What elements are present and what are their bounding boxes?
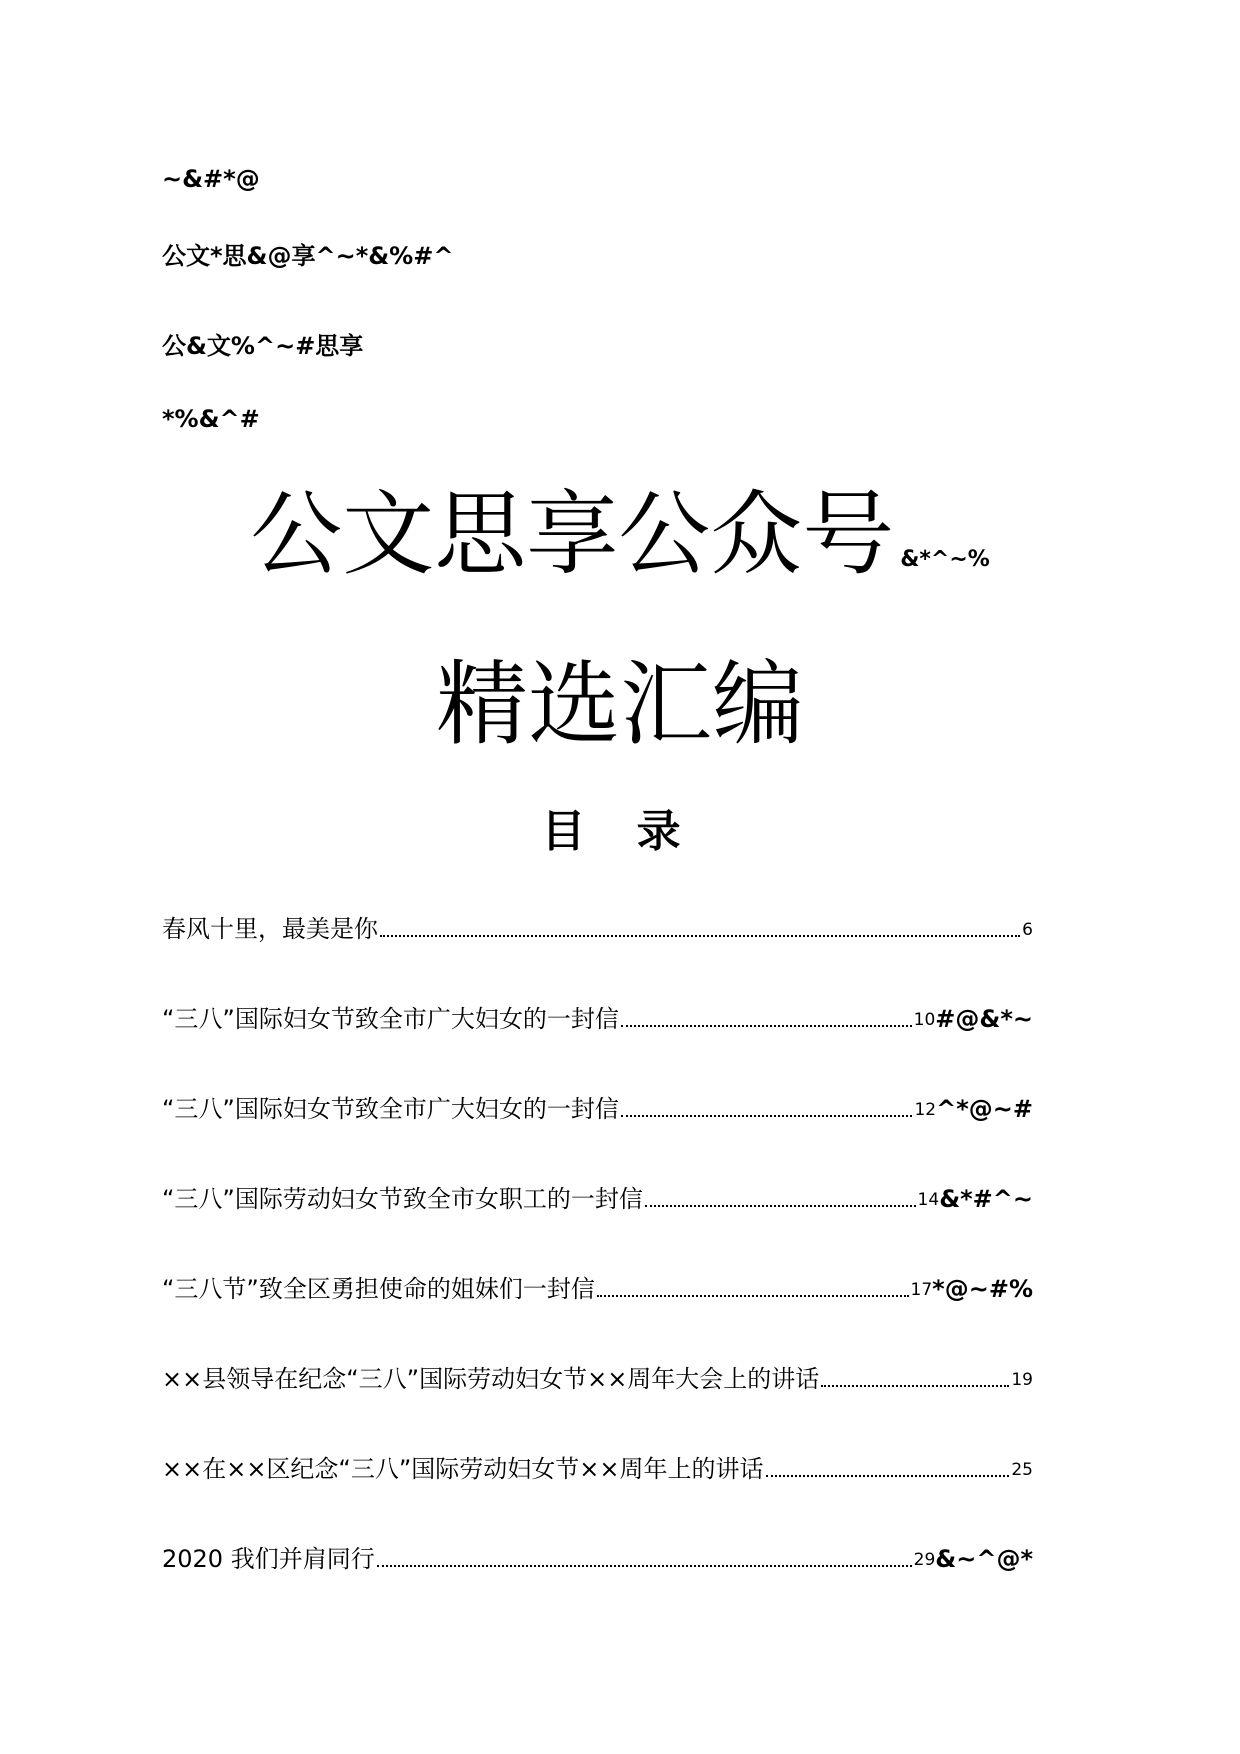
toc-entry-page: 25 bbox=[1011, 1460, 1033, 1480]
toc-entry-title: “三八”国际妇女节致全市广大妇女的一封信 bbox=[162, 1095, 619, 1123]
toc-entry-title: “三八节”致全区勇担使命的姐妹们一封信 bbox=[162, 1275, 595, 1303]
toc-leader-dots bbox=[597, 1295, 909, 1297]
toc-leader-dots bbox=[380, 935, 1020, 937]
main-title bbox=[0, 480, 1240, 590]
toc-entry[interactable] bbox=[162, 1265, 1033, 1305]
toc-entry-page: 10 bbox=[913, 1010, 936, 1030]
toc-entry-mark: &~^@* bbox=[935, 1545, 1033, 1573]
toc-heading: 目 录 bbox=[541, 806, 699, 857]
toc-entry-page: 29 bbox=[913, 1550, 936, 1570]
main-title-suffix: &*^~% bbox=[900, 547, 990, 572]
toc-leader-dots bbox=[621, 1115, 913, 1117]
toc-leader-dots bbox=[766, 1475, 1010, 1477]
toc-entry-title: 2020 我们并肩同行 bbox=[162, 1545, 375, 1573]
toc-entry[interactable] bbox=[162, 1175, 1033, 1215]
toc-entry[interactable] bbox=[162, 1085, 1033, 1125]
toc-entry-title: ××在××区纪念“三八”国际劳动妇女节××周年上的讲话 bbox=[162, 1455, 764, 1483]
header-line-4: *%&^# bbox=[162, 405, 260, 433]
toc-entry-page: 14 bbox=[917, 1190, 940, 1210]
toc-entry-mark: &*#^~ bbox=[939, 1185, 1033, 1213]
toc-entry-page: 12 bbox=[914, 1100, 937, 1120]
header-line-1: ~&#*@ bbox=[162, 165, 260, 193]
toc-leader-dots bbox=[377, 1565, 912, 1567]
toc-leader-dots bbox=[645, 1205, 916, 1207]
toc-leader-dots bbox=[621, 1025, 912, 1027]
toc-entry[interactable] bbox=[162, 905, 1033, 945]
toc-entry-title: “三八”国际妇女节致全市广大妇女的一封信 bbox=[162, 1005, 619, 1033]
header-line-3: 公&文%^~#思享 bbox=[162, 332, 364, 360]
toc-leader-dots bbox=[821, 1385, 1009, 1387]
toc-entry-mark: *@~#% bbox=[932, 1275, 1033, 1303]
main-title-text: 公文思享公众号 bbox=[250, 481, 895, 588]
header-line-2: 公文*思&@享^~*&%#^ bbox=[162, 242, 454, 270]
toc-entry[interactable] bbox=[162, 1445, 1033, 1485]
toc-entry-page: 19 bbox=[1011, 1370, 1033, 1390]
toc-entry-mark: #@&*~ bbox=[935, 1005, 1033, 1033]
toc-entry-page: 17 bbox=[910, 1280, 933, 1300]
toc-entry-mark: ^*@~# bbox=[936, 1095, 1033, 1123]
toc-entry-page: 6 bbox=[1022, 920, 1033, 940]
toc-entry-title: ××县领导在纪念“三八”国际劳动妇女节××周年大会上的讲话 bbox=[162, 1365, 820, 1393]
toc-entry-title: 春风十里，最美是你 bbox=[162, 915, 378, 943]
toc-entry[interactable] bbox=[162, 1535, 1033, 1575]
subtitle: 精选汇编 bbox=[435, 651, 804, 758]
toc-entry[interactable] bbox=[162, 1355, 1033, 1395]
toc-entry[interactable] bbox=[162, 995, 1033, 1035]
toc-entry-title: “三八”国际劳动妇女节致全市女职工的一封信 bbox=[162, 1185, 643, 1213]
